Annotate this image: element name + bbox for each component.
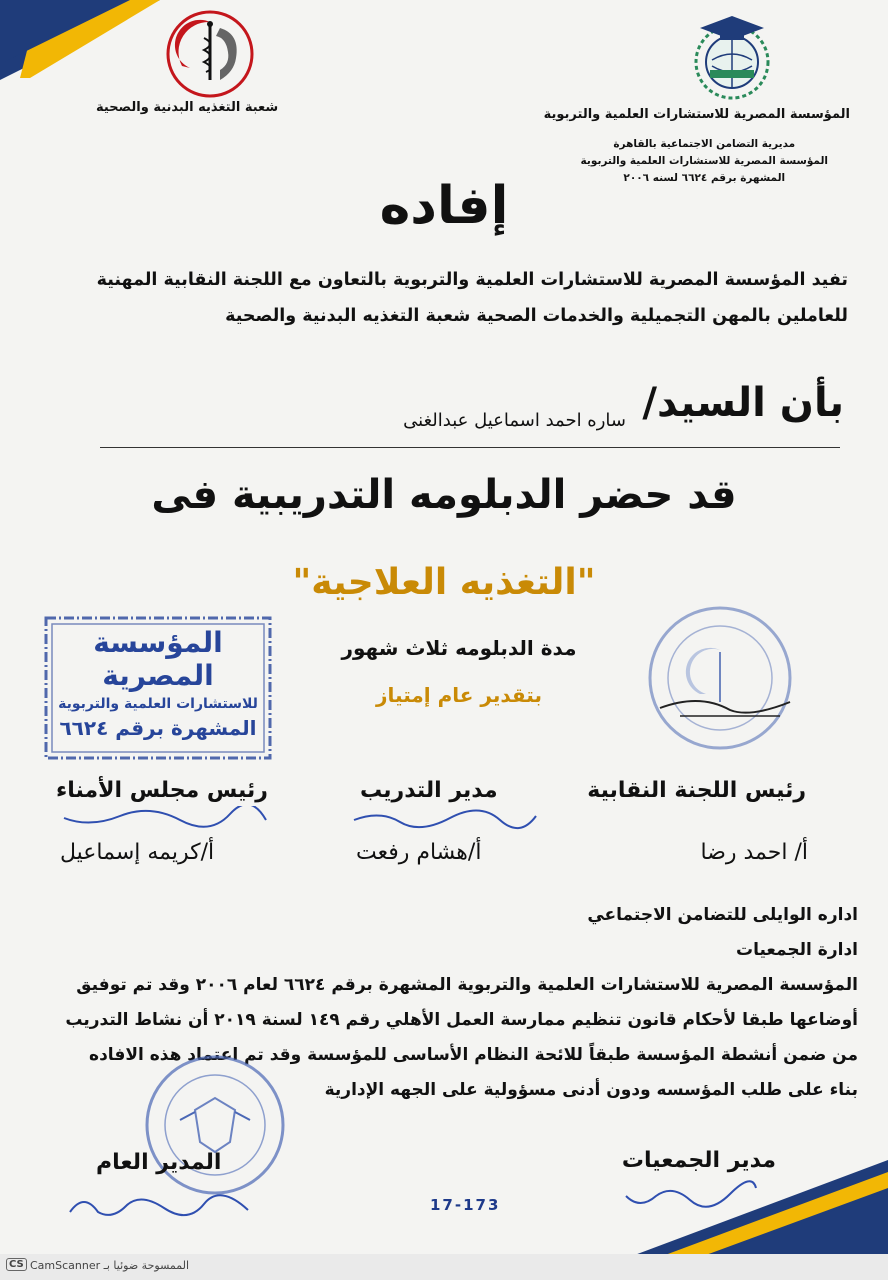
round-stamp-icon (640, 598, 800, 758)
institution-logo-icon (684, 10, 780, 106)
stamp-line: المؤسسة المصرية (93, 626, 223, 692)
institution-stamp-text (40, 612, 276, 764)
camscanner-badge: CS (6, 1258, 27, 1271)
corner-decoration-top-left (0, 0, 160, 80)
signatory-title-union-head: رئيس اللجنة النقابية (587, 778, 806, 803)
signatory-name-union-head: أ/ احمد رضا (700, 840, 808, 865)
recipient-label: بأن السيد/ (642, 380, 844, 426)
signature-training-manager-icon (350, 806, 540, 830)
signature-general-manager-icon (64, 1186, 254, 1226)
signatory-name-trustees-head: أ/كريمه إسماعيل (60, 840, 215, 865)
attended-statement: قد حضر الدبلومه التدريبية فى (151, 472, 737, 518)
body-line: اداره الوايلى للتضامن الاجتماعي (587, 905, 858, 925)
body-line: من ضمن أنشطة المؤسسة طبقاً للائحة النظام الأساسى للمؤسسة وقد تم اعتماد هذه الافاده (89, 1045, 858, 1065)
name-underline (100, 447, 840, 448)
stamp-line: للاستشارات العلمية والتربوية (58, 696, 258, 712)
body-line: المؤسسة المصرية للاستشارات العلمية والتربوية المشهرة برقم ٦٦٢٤ لعام ٢٠٠٦ وقد تم توفيق (76, 975, 858, 995)
intro-line: للعاملين بالمهن التجميلية والخدمات الصحية شعبة التغذيه البدنية والصحية (225, 306, 848, 326)
intro-line: تفيد المؤسسة المصرية للاستشارات العلمية والتربوية بالتعاون مع اللجنة النقابية المهنية (96, 270, 848, 290)
stamp-line: المشهرة برقم ٦٦٢٤ (59, 716, 257, 740)
camscanner-text: الممسوحة ضوئيا بـ CamScanner (30, 1259, 190, 1272)
signatory-title-trustees-head: رئيس مجلس الأمناء (56, 778, 268, 803)
signatory-name-training-manager: أ/هشام رفعت (356, 840, 482, 865)
registration-line: مديرية التضامن الاجتماعية بالقاهرة (613, 138, 796, 150)
intro-paragraph (28, 262, 848, 334)
associations-manager-label: مدير الجمعيات (621, 1148, 776, 1173)
reference-number: 17-173 (430, 1196, 501, 1214)
health-division-title: شعبة التغذيه البدنية والصحية (96, 100, 279, 115)
body-line: بناء على طلب المؤسسه ودون أدنى مسؤولية على الجهه الإدارية (324, 1080, 858, 1100)
document-title: إفاده (379, 176, 509, 236)
body-line: ادارة الجمعيات (736, 940, 858, 960)
registration-line: المؤسسة المصرية للاستشارات العلمية والتربوية (580, 155, 828, 167)
health-logo-icon (160, 8, 260, 100)
diploma-duration: مدة الدبلومه ثلاث شهور (341, 636, 577, 660)
signature-trustees-head-icon (60, 806, 270, 830)
general-manager-label: المدير العام (96, 1150, 222, 1175)
registration-line: المشهرة برقم ٦٦٢٤ لسنه ٢٠٠٦ (623, 172, 786, 184)
signature-associations-manager-icon (620, 1176, 760, 1216)
scanner-footer (0, 1254, 888, 1280)
signatory-title-training-manager: مدير التدريب (360, 778, 498, 803)
recipient-name: ساره احمد اسماعيل عبدالغنى (403, 410, 626, 431)
government-eagle-stamp-icon (140, 1050, 290, 1200)
diploma-grade: بتقدير عام إمتياز (376, 683, 542, 707)
body-line: أوضاعها طبقا لأحكام قانون تنظيم ممارسة العمل الأهلي رقم ١٤٩ لسنة ٢٠١٩ أن نشاط التدريب (65, 1010, 858, 1030)
diploma-subject: "التغذيه العلاجية" (292, 562, 596, 603)
organization-title: المؤسسة المصرية للاستشارات العلمية والتربوية (543, 107, 850, 122)
